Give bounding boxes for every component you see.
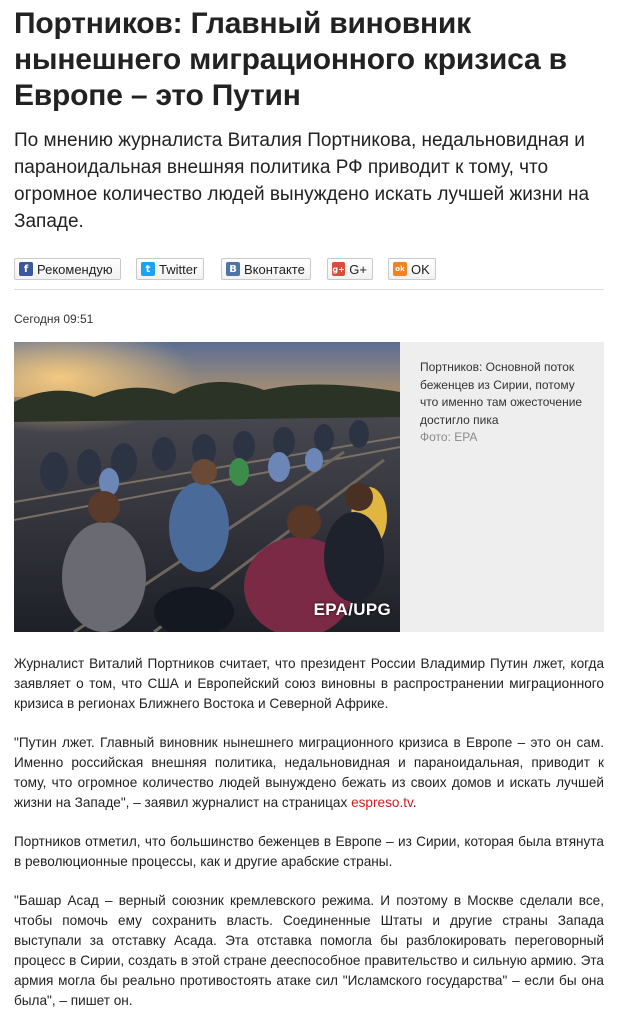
share-facebook-button[interactable]	[14, 258, 121, 280]
photo-illustration	[14, 342, 400, 632]
article-lead: По мнению журналиста Виталия Портникова, недальновидная и параноидальная внешняя политика РФ приводит к тому, что огромное количество людей вынуждено искать лучшей жизни на Западе.	[14, 130, 590, 232]
share-twitter-button[interactable]	[136, 258, 204, 280]
share-twitter-label: Twitter	[159, 261, 198, 277]
twitter-icon: t	[141, 262, 155, 276]
share-vk-label: Вконтакте	[244, 261, 305, 277]
paragraph-quote-text: "Путин лжет. Главный виновник нынешнего миграционного кризиса в Европе – это он сам. Именно российская внешняя политика, недальновидная и параноидальная, приводит к тому, что огромное количество людей вынуждено бежать из своих домов и искать лучшей жизни на Западе", – заявил журналист на страницах	[14, 735, 604, 810]
paragraph-quote-end: .	[412, 795, 417, 810]
photo-caption	[420, 359, 595, 447]
share-vk-button[interactable]	[221, 258, 311, 280]
share-ok-button[interactable]	[388, 258, 436, 280]
share-ok-label: OK	[411, 261, 430, 277]
paragraph: Журналист Виталий Портников считает, что президент России Владимир Путин лжет, когда заявляет о том, что США и Европейский союз виновны в распространении миграционного кризиса в регионах Ближнего Востока и Северной Африке.	[14, 656, 604, 711]
source-link[interactable]: espreso.tv	[351, 795, 413, 810]
odnoklassniki-icon: ok	[393, 262, 407, 276]
share-bar	[14, 258, 604, 282]
share-googleplus-button[interactable]	[327, 258, 373, 280]
paragraph: Портников отметил, что большинство беженцев в Европе – из Сирии, которая была втянута в революционные процессы, как и другие арабские страны.	[14, 834, 604, 869]
photo-watermark: EPA/UPG	[313, 600, 391, 619]
photo-caption-text: Портников: Основной поток беженцев из Сирии, потому что именно там ожесточение достигло пика	[420, 360, 583, 427]
google-plus-icon: g+	[332, 262, 345, 276]
share-googleplus-label: G+	[349, 261, 367, 277]
share-facebook-label: Рекомендую	[37, 261, 113, 277]
paragraph: "Башар Асад – верный союзник кремлевского режима. И поэтому в Москве сделали все, чтобы помочь ему сохранить власть. Соединенные Штаты и другие страны Запада выступали за отставку Асада. Эта отставка помогла бы разблокировать переговорный процесс в Сирии, создать в этой стране дееспособное правительство и сильную армию. Эта армия могла бы реально противостоять атаке сил "Исламского государства" – если бы она была", – пишет он.	[14, 893, 604, 1008]
vk-icon: В	[226, 262, 240, 276]
divider	[14, 289, 604, 290]
facebook-icon: f	[19, 262, 33, 276]
article-photo[interactable]	[14, 342, 400, 632]
article-figure	[14, 342, 604, 632]
paragraph-quote	[14, 733, 604, 813]
article-title: Портников: Главный виновник нынешнего миграционного кризиса в Европе – это Путин	[14, 7, 567, 112]
publish-date: Сегодня 09:51	[14, 312, 94, 326]
article-body	[14, 654, 604, 1030]
photo-credit: Фото: EPA	[420, 430, 478, 444]
article	[14, 0, 604, 1008]
